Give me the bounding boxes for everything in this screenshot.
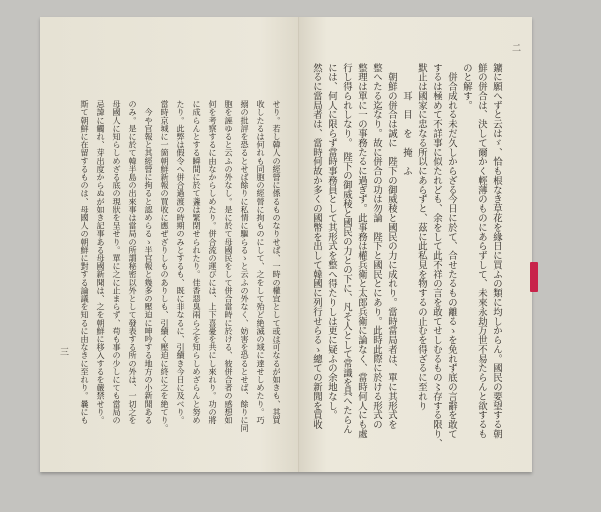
text-column: に成らんとする瞬間に於て盞は緊閉せられたり。佳香惡臭兩ら之を知らしめざらんと努め bbox=[192, 100, 202, 424]
text-column: 耳 目 を 掩 ふ bbox=[401, 63, 412, 176]
open-booklet bbox=[40, 17, 532, 472]
text-column: 整理は單に一の事務たるに過ぎず。此事務は權兵衛と太郎兵衛に論なく、當時何人にも處 bbox=[356, 63, 367, 439]
left-page-number: 三 bbox=[58, 347, 68, 356]
text-column: たり。此弊は假令へ併合過渡の時期のみとするも、既に非なるに、引續き今日に及べり。 bbox=[176, 100, 186, 424]
text-column: 朝鮮の併合は誠に 陛下の御威稜と國民の力に成れり。當時當局者は、單に其形式を bbox=[386, 63, 397, 430]
text-column: するは極めて不詳事に似たれども、余をして此不祥の言を敢てせしむるもの〻存する限り、 bbox=[431, 63, 442, 448]
text-column: 胞を誣ゆると云ふの外なし。是に於て母國民をして併合當時に於ける、彼併合者の感想如 bbox=[224, 100, 234, 424]
text-column: 收したるは何れも同胞の經營に拘ものにして、之をして殆ど絶滅の域に達せしめたり。巧 bbox=[256, 100, 266, 424]
text-column: 鑛に願へずと云はゞ、恰も根なき草花を緣日に買ふの類に均しからん。國民の要望する朝 bbox=[491, 63, 502, 439]
text-column: 何を考察するに由なからしめたり。併合流の運びには、上下喜憂を共にし來れり。功の將 bbox=[208, 100, 218, 424]
text-column: 搦の批評を恐るとせば餘りに私情に驅らるゝと云ふの外なく、妨害を恐るとせば、餘りに同 bbox=[240, 100, 250, 433]
text-column: のと解す。 bbox=[461, 63, 472, 110]
text-column: せり。若し韓人の經營に係るものなりせば、一時の權宜として或は可なるが如きも、其買 bbox=[272, 100, 282, 424]
text-column: 併合成れる未だ久しからざる今日に於て、合せたるもの離るゝを免れず底の言辭を敢て bbox=[446, 63, 457, 439]
bookmark-ribbon bbox=[530, 262, 538, 292]
left-page-text bbox=[77, 100, 285, 432]
text-column: 忌諱に觸れ、芽出度からぬが如き記事ある母國新聞は、之を朝鮮に移入するを嚴禁せり。 bbox=[96, 100, 106, 424]
text-column: 母國人に知らしめざる底の現狀を呈せり。單に之に止まらず、苟も事の少しにても當局の bbox=[112, 100, 122, 424]
text-column: 當時京城に一箇朝鮮新報の買收に應ぜざりしものありしも、引續く壓迫に終に之を絶てり。 bbox=[160, 100, 170, 433]
text-column: 鮮の併合は、決して爾かく輕薄のものにあらずして、未來永劫万世不易たらんと欲するも bbox=[476, 63, 487, 439]
text-column: 默止は國家に忠なる所以にあらずと、茲に此私見を物するの止むを得ざるに至れり bbox=[416, 63, 427, 411]
text-column: のみ。是に於て韓半島の出來事は當局の所謂秘密以外として發表する所の外は、一切之を bbox=[128, 100, 138, 424]
right-page-text bbox=[309, 63, 504, 448]
text-column: 整へたる迄なり。故に併合の功は勿論 陛下と國民とにあり。此時此際に於ける形式の bbox=[371, 63, 382, 430]
text-column: 今や官報と其經營に拘ると認めらるゝ半官報と幾多の壓迫に呻吟する地方の小新聞ある bbox=[144, 100, 154, 424]
right-page-number: 二 bbox=[510, 43, 520, 52]
right-page bbox=[299, 17, 532, 472]
text-column: 行し得られしなり。 陛下の御威稜と國民の力との下に、凡そ人として常識を具へたらん bbox=[341, 63, 352, 434]
text-column: には、何人に限らず當時事務員として其形式を整へ得たりしは更に疑ふの余地なし。 bbox=[326, 63, 337, 420]
left-page bbox=[40, 17, 299, 472]
text-column: 然るに當局者は、當時何故か多くの國幣を出して韓國に列行せらるゝ總ての新聞を買收 bbox=[311, 63, 322, 430]
text-column: 斯て朝鮮に在留するものは、母國人の朝鮮に對する論議を知るに由なきに至れり。曩にも bbox=[80, 100, 90, 424]
